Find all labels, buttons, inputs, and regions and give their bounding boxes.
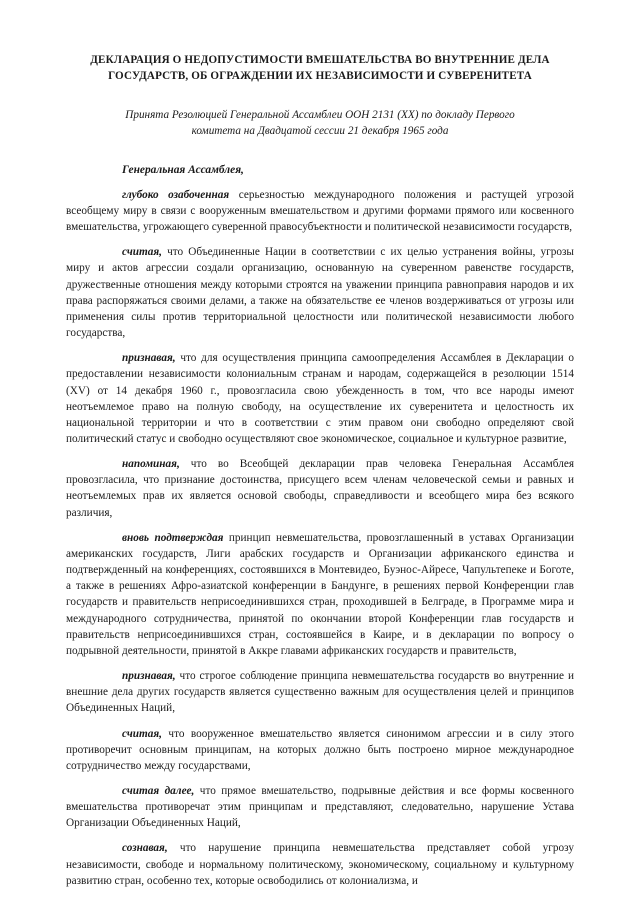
preamble-paragraph (66, 456, 574, 521)
paragraph-lead-in: сознавая, (122, 842, 168, 855)
preamble-paragraph-list (66, 187, 574, 889)
paragraph-text: что Объединенные Нации в соответствии с их целью устранения войны, угрозы миру и актов агрессии создали организацию, основанную на суверенном равенстве государств, дружественные отношения между которыми строятся на уважении принципа равноправия народов и их права распоряжаться своими делами, а также на обязательстве ее членов воздерживаться от угрозы или применения силы против территориальной целостности или политической независимости любого государства, (66, 246, 574, 340)
preamble-paragraph (66, 726, 574, 774)
paragraph-text: что во Всеобщей декларации прав человека Генеральная Ассамблея провозгласила, что признание достоинства, присущего всем членам человеческой семьи и равных и неотъемлемых прав их является основой свободы, справедливости и всеобщего мира без всякого различия, (66, 458, 574, 519)
paragraph-text: что для осуществления принципа самоопределения Ассамблея в Декларации о предоставлении независимости колониальным странам и народам, содержащейся в резолюции 1514 (XV) от 14 декабря 1960 г., провозгласила свою убежденность в том, что все народы имеют неотъемлемое право на полную свободу, на осуществление их суверенитета и целостность их национальной территории и что в соответствии с этим правом они свободно определяют свой политический статус и свободно осуществляют свое экономическое, социальное и культурное развитие, (66, 352, 574, 445)
preamble-paragraph (66, 350, 574, 447)
document-salutation: Генеральная Ассамблея, (122, 163, 244, 176)
preamble-paragraph (66, 840, 574, 888)
paragraph-text: что нарушение принципа невмешательства представляет собой угрозу независимости, свободе и нормальному политическому, экономическому, социальному и культурному развитию стран, особенно тех, которые освободились от колониализма, и (66, 842, 574, 887)
preamble-paragraph (66, 783, 574, 831)
preamble-paragraph (66, 187, 574, 235)
paragraph-lead-in: признавая, (122, 352, 176, 365)
paragraph-text: принцип невмешательства, провозглашенный в уставах Организации американских государств, Лиги арабских государств и Организации африканского единства и подтвержденный на конференциях, состоявшихся в Монтевидео, Буэнос-Айресе, Чапультепеке и Боготе, а также в решениях Афро-азиатской конференции в Бандунге, в решениях первой Конференции глав государств и правительств неприсоединившихся стран, проходившей в Белграде, в Программе мира и международного сотрудничества, принятой по окончании второй Конференции глав государств и правительств неприсоединившихся стран, состоявшейся в Каире, и в декларации по вопросу о подрывной деятельности, принятой в Аккре главами африканских государств и правительств, (66, 531, 574, 657)
paragraph-lead-in: вновь подтверждая (122, 531, 224, 544)
paragraph-lead-in: глубоко озабоченная (122, 188, 230, 201)
paragraph-text: серьезностью международного положения и растущей угрозой всеобщему миру в связи с вооруженным вмешательством и другими формами прямого или косвенного вмешательства, угрожающего суверенной правосубъектности и политической независимости государств, (66, 188, 574, 234)
paragraph-lead-in: считая, (122, 246, 162, 259)
page-title: ДЕКЛАРАЦИЯ О НЕДОПУСТИМОСТИ ВМЕШАТЕЛЬСТВА ВО ВНУТРЕННИЕ ДЕЛА ГОСУДАРСТВ, ОБ ОГРАЖДЕНИИ ИХ НЕЗАВИСИМОСТИ И СУВЕРЕНИТЕТА (90, 54, 550, 83)
paragraph-text: что строгое соблюдение принципа невмешательства государств во внутренние и внешние дела других государств является существенно важным для осуществления целей и принципов Объединенных Наций, (66, 670, 574, 715)
preamble-paragraph (66, 244, 574, 341)
paragraph-lead-in: признавая, (122, 670, 176, 683)
preamble-paragraph (66, 530, 574, 659)
paragraph-lead-in: считая, (122, 727, 162, 740)
paragraph-text: что вооруженное вмешательство является синонимом агрессии и в силу этого противоречит основным принципам, на которых должно быть построено мирное международное сотрудничество между государствами, (66, 727, 574, 772)
paragraph-text: что прямое вмешательство, подрывные действия и все формы косвенного вмешательства противоречат этим принципам и представляют, следовательно, нарушение Устава Организации Объединенных Наций, (66, 784, 574, 830)
document-subtitle: Принята Резолюцией Генеральной Ассамблеи ООН 2131 (XX) по докладу Первого комитета на Двадцатой сессии 21 декабря 1965 года (125, 108, 515, 138)
paragraph-lead-in: напоминая, (122, 458, 180, 471)
document-body (66, 52, 574, 889)
preamble-paragraph (66, 668, 574, 716)
paragraph-lead-in: считая далее, (122, 784, 195, 797)
